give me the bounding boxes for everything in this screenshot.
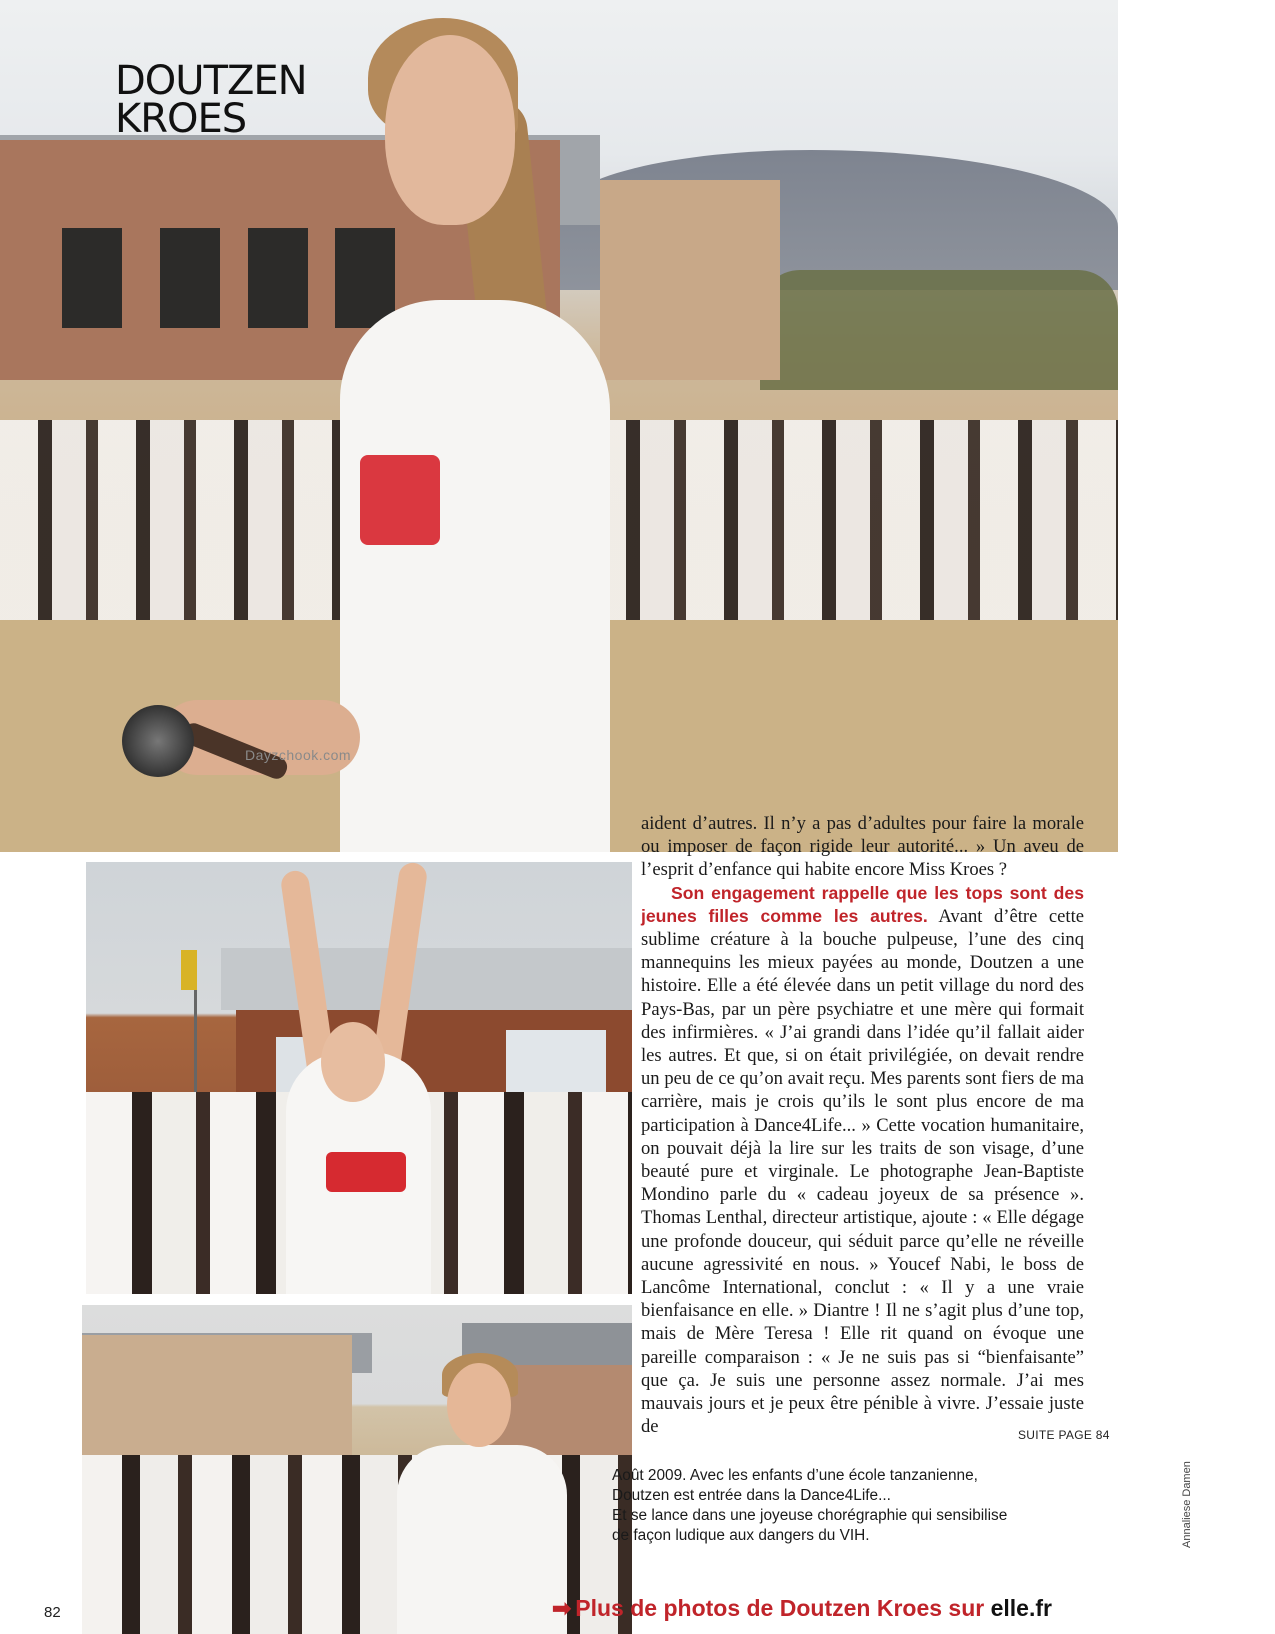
body-paragraph <box>641 882 1084 1439</box>
body-paragraph: aident d’autres. Il n’y a pas d’adultes pour faire la morale ou imposer de façon rigide leur autorité... » Un aveu de l’esprit d’enfance qui habite encore Miss Kroes ? <box>641 813 1084 881</box>
lead-sentence: Son engagement rappelle que les tops sont des jeunes filles comme les autres. <box>641 882 1084 926</box>
photo-caption <box>612 1466 1082 1546</box>
tshirt-logo <box>360 455 440 545</box>
arrow-icon: ➡ <box>552 1595 572 1621</box>
title-line: DOUTZEN <box>115 58 307 104</box>
continued-label: SUITE PAGE 84 <box>1018 1428 1110 1442</box>
school-roof <box>221 948 632 1010</box>
school-window <box>62 228 122 328</box>
woman-tshirt <box>340 300 610 852</box>
woman-face <box>447 1363 511 1447</box>
page-number: 82 <box>44 1604 61 1621</box>
caption-line: Août 2009. Avec les enfants d’une école tanzanienne, <box>612 1467 978 1484</box>
microphone-icon <box>122 705 194 777</box>
caption-line: Doutzen est entrée dans la Dance4Life... <box>612 1487 891 1504</box>
woman-tshirt <box>397 1445 567 1634</box>
flag-icon <box>181 950 197 990</box>
photo-trees <box>760 270 1118 390</box>
woman-face <box>385 35 515 225</box>
woman-face <box>321 1022 385 1102</box>
school-building <box>82 1335 352 1455</box>
link-text: Plus de photos de Doutzen Kroes sur <box>575 1595 991 1621</box>
title-line: KROES <box>115 96 247 142</box>
tshirt-logo <box>326 1152 406 1192</box>
photo-credit: Annaliese Damen <box>1181 1461 1193 1548</box>
hero-photo <box>0 0 1118 852</box>
choreography-photo <box>82 1305 632 1634</box>
website-link[interactable] <box>552 1595 1052 1622</box>
article-title <box>115 58 307 142</box>
site-name[interactable]: elle.fr <box>990 1595 1052 1621</box>
caption-line: Et se lance dans une joyeuse chorégraphie qui sensibilise <box>612 1507 1008 1524</box>
small-house <box>600 180 780 380</box>
school-window <box>248 228 308 328</box>
school-window <box>160 228 220 328</box>
caption-line: de façon ludique aux dangers du VIH. <box>612 1527 870 1544</box>
article-body <box>641 812 1084 1438</box>
school-window <box>335 228 395 328</box>
watermark: Dayzchook.com <box>245 747 352 763</box>
dance-photo <box>86 862 632 1294</box>
body-text: Avant d’être cette sublime créature à la bouche pulpeuse, l’une des cinq mannequins les mieux payées au monde, Doutzen a une histoire. Elle a été élevée dans un petit village du nord des Pays-Bas, par un père psychiatre et une mère qui formait des infirmières. « J’ai grandi dans l’idée qu’il fallait aider les autres. Et que, si on était privilégiée, on devait rendre un peu de ce qu’on avait reçu. Mes parents sont fiers de ma carrière, mais je crois qu’ils le sont plus encore de ma participation à Dance4Life... » Cette vocation humanitaire, on pouvait déjà la lire sur les traits de son visage, d’une beauté pure et virginale. Le photographe Jean-Baptiste Mondino parle du « cadeau joyeux de sa présence ». Thomas Lenthal, directeur artistique, ajoute : « Elle dégage une profonde douceur, qui séduit parce qu’elle ne réveille aucune agressivité en nous. » Youcef Nabi, le boss de Lancôme International, conclut : « Il y a une vraie bienfaisance en elle. » Diantre ! Il ne s’agit plus d’une top, mais de Mère Teresa ! Elle rit quand on évoque une pareille comparaison : « Je ne suis pas si “bienfaisante” que ça. Je suis une personne assez normale. J’ai mes mauvais jours et je peux être pénible à vivre. J’essaie juste de <box>641 905 1085 1438</box>
